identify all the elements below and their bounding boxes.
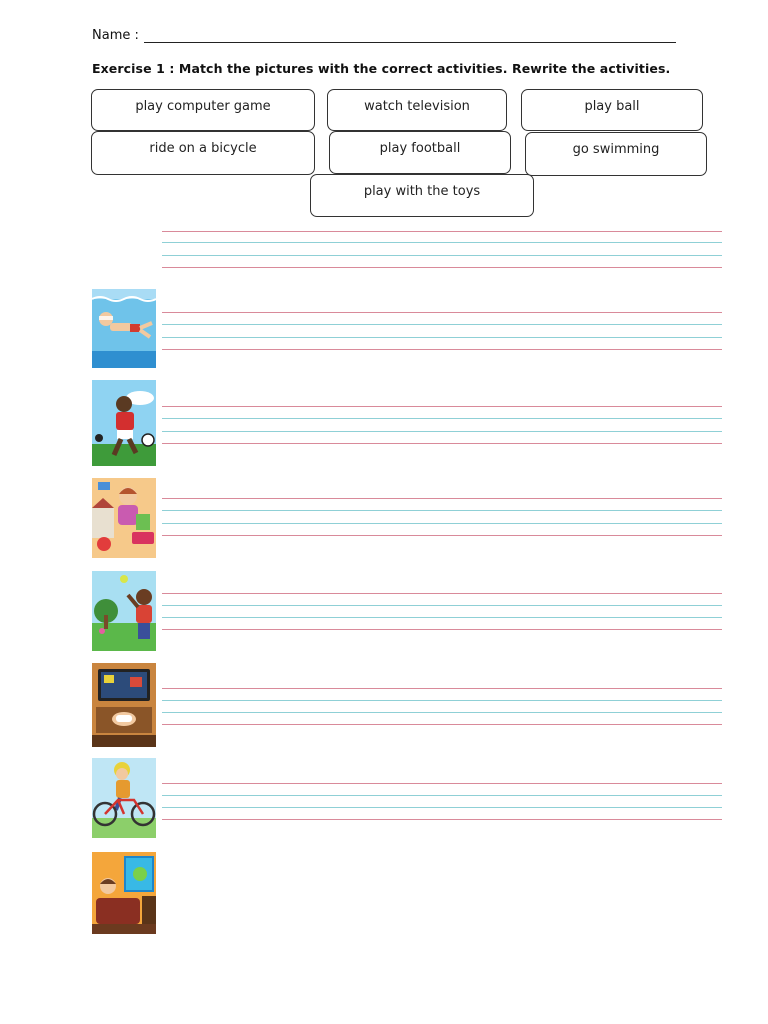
writing-line: [162, 312, 722, 313]
writing-line: [162, 231, 722, 232]
writing-line: [162, 498, 722, 499]
writing-line: [162, 324, 722, 325]
activity-box: play football: [329, 131, 511, 174]
writing-line: [162, 267, 722, 268]
computer-game-icon: [92, 663, 156, 747]
writing-line: [162, 535, 722, 536]
name-line[interactable]: [144, 42, 676, 43]
swimming-icon: [92, 289, 156, 368]
writing-line: [162, 593, 722, 594]
writing-line: [162, 795, 722, 796]
writing-line: [162, 242, 722, 243]
activity-box: play computer game: [91, 89, 315, 131]
football-icon: [92, 380, 156, 466]
writing-line: [162, 418, 722, 419]
bicycle-icon: [92, 758, 156, 838]
television-icon: [92, 852, 156, 934]
writing-line: [162, 688, 722, 689]
writing-line: [162, 431, 722, 432]
activity-box: go swimming: [525, 132, 707, 176]
writing-line: [162, 783, 722, 784]
writing-line: [162, 523, 722, 524]
writing-line: [162, 819, 722, 820]
writing-line: [162, 617, 722, 618]
activity-box: watch television: [327, 89, 507, 131]
writing-line: [162, 605, 722, 606]
toys-icon: [92, 478, 156, 558]
name-label: Name :: [92, 28, 139, 43]
exercise-title: Exercise 1 : Match the pictures with the correct activities. Rewrite the activities.: [92, 61, 671, 76]
writing-line: [162, 629, 722, 630]
activity-box: play ball: [521, 89, 703, 131]
activity-box: ride on a bicycle: [91, 131, 315, 175]
writing-line: [162, 700, 722, 701]
writing-line: [162, 349, 722, 350]
writing-line: [162, 406, 722, 407]
writing-line: [162, 724, 722, 725]
activity-box: play with the toys: [310, 174, 534, 217]
writing-line: [162, 443, 722, 444]
writing-line: [162, 807, 722, 808]
play-ball-icon: [92, 571, 156, 651]
writing-line: [162, 712, 722, 713]
writing-line: [162, 337, 722, 338]
writing-line: [162, 255, 722, 256]
writing-line: [162, 510, 722, 511]
